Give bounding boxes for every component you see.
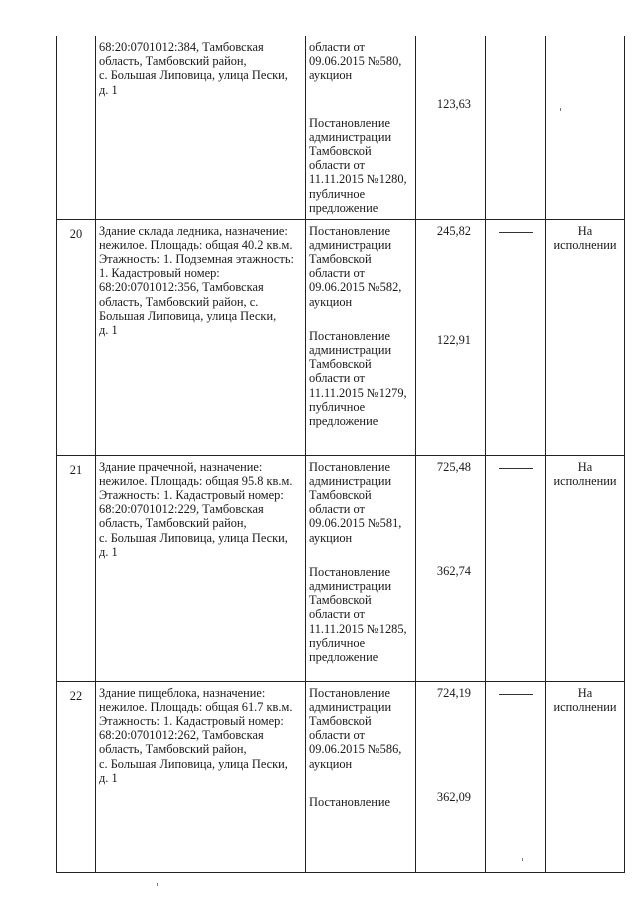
decree-line: 09.06.2015 №580,	[309, 54, 402, 69]
description-line: нежилое. Площадь: общая 40.2 кв.м.	[99, 237, 293, 252]
decree-line: Тамбовской	[309, 357, 372, 372]
initial-price: 725,48	[436, 459, 471, 474]
row-number: 22	[57, 681, 96, 872]
decree-line: Постановление	[309, 115, 390, 130]
property-description	[96, 219, 306, 455]
scan-speck	[522, 858, 523, 861]
decree-line: администрации	[309, 237, 392, 252]
decree-line: предложение	[309, 200, 379, 215]
decree-references	[306, 219, 416, 455]
description-line: область, Тамбовский район, с.	[99, 294, 259, 309]
decree-line: предложение	[309, 649, 379, 664]
status-line: На	[577, 685, 593, 700]
status-cell	[546, 455, 625, 681]
decree-line: Тамбовской	[309, 593, 372, 608]
dash-mark	[499, 694, 533, 695]
decree-line: аукцион	[309, 68, 353, 83]
reduced-price: 362,74	[436, 563, 471, 578]
decree-line: области от	[309, 266, 365, 281]
description-line: Этажность: 1. Подземная этажность:	[99, 251, 294, 266]
status-cell	[546, 681, 625, 872]
description-line: Здание прачечной, назначение:	[99, 459, 263, 474]
table-body	[57, 36, 625, 872]
decree-line: публичное	[309, 186, 366, 201]
price-cell	[416, 36, 486, 219]
decree-line: 09.06.2015 №582,	[309, 280, 402, 295]
property-description	[96, 36, 306, 219]
decree-line: Постановление	[309, 685, 390, 700]
decree-line: области от	[309, 502, 365, 517]
scan-speck	[560, 108, 561, 111]
decree-line: администрации	[309, 129, 392, 144]
decree-line: области от	[309, 728, 365, 743]
row-number	[57, 36, 96, 219]
price-gap	[416, 474, 471, 564]
decree-line: публичное	[309, 635, 366, 650]
reduced-price: 123,63	[436, 97, 471, 111]
description-line: Здание склада ледника, назначение:	[99, 223, 288, 238]
decree-gap	[309, 545, 413, 565]
description-line: Здание пищеблока, назначение:	[99, 685, 266, 700]
decree-line: области от	[309, 607, 365, 622]
decree-line: аукцион	[309, 294, 353, 309]
decree-line: области от	[309, 158, 365, 173]
decree-gap	[309, 309, 413, 329]
description-line: область, Тамбовский район,	[99, 516, 247, 531]
price-gap	[416, 40, 471, 97]
decree-line: области от	[309, 40, 365, 54]
status-line: исполнении	[553, 237, 617, 252]
decree-line: администрации	[309, 578, 392, 593]
description-line: 68:20:0701012:384, Тамбовская	[99, 40, 264, 54]
decree-line: 09.06.2015 №586,	[309, 742, 402, 757]
decree-line: Постановление	[309, 794, 390, 809]
status-line: исполнении	[553, 473, 617, 488]
description-line: нежилое. Площадь: общая 95.8 кв.м.	[99, 473, 293, 488]
row-number: 20	[57, 219, 96, 455]
description-line: д. 1	[99, 82, 118, 97]
status-cell	[546, 219, 625, 455]
decree-line: 11.11.2015 №1280,	[309, 172, 407, 187]
description-line: Этажность: 1. Кадастровый номер:	[99, 713, 284, 728]
dash-cell	[486, 36, 546, 219]
price-cell	[416, 455, 486, 681]
decree-line: 11.11.2015 №1279,	[309, 385, 407, 400]
dash-cell	[486, 681, 546, 872]
property-description	[96, 681, 306, 872]
price-gap	[416, 238, 471, 333]
decree-references	[306, 36, 416, 219]
decree-line: Постановление	[309, 328, 390, 343]
decree-line: аукцион	[309, 756, 353, 771]
status-line: На	[577, 459, 593, 474]
description-line: нежилое. Площадь: общая 61.7 кв.м.	[99, 699, 293, 714]
dash-mark	[499, 468, 533, 469]
decree-line: Постановление	[309, 223, 390, 238]
dash-mark	[499, 232, 533, 233]
decree-line: Тамбовской	[309, 487, 372, 502]
status-cell	[546, 36, 625, 219]
description-line: д. 1	[99, 322, 118, 337]
description-line: 1. Кадастровый номер:	[99, 266, 220, 281]
decree-line: 11.11.2015 №1285,	[309, 621, 407, 636]
decree-line: Тамбовской	[309, 713, 372, 728]
decree-line: Тамбовской	[309, 251, 372, 266]
description-line: область, Тамбовский район,	[99, 54, 247, 69]
description-line: Большая Липовица, улица Пески,	[99, 308, 277, 323]
reduced-price: 122,91	[436, 332, 471, 347]
decree-references	[306, 455, 416, 681]
decree-line: администрации	[309, 473, 392, 488]
decree-line: Постановление	[309, 564, 390, 579]
price-cell	[416, 681, 486, 872]
decree-line: аукцион	[309, 530, 353, 545]
decree-line: 09.06.2015 №581,	[309, 516, 402, 531]
decree-line: предложение	[309, 413, 379, 428]
description-line: Этажность: 1. Кадастровый номер:	[99, 487, 284, 502]
row-number: 21	[57, 455, 96, 681]
property-description	[96, 455, 306, 681]
initial-price: 245,82	[436, 223, 471, 238]
price-cell	[416, 219, 486, 455]
table-row	[57, 455, 625, 681]
description-line: с. Большая Липовица, улица Пески,	[99, 530, 288, 545]
property-table	[56, 36, 625, 873]
dash-cell	[486, 455, 546, 681]
decree-gap	[309, 83, 413, 116]
description-line: область, Тамбовский район,	[99, 742, 247, 757]
decree-line: Постановление	[309, 459, 390, 474]
decree-line: администрации	[309, 342, 392, 357]
decree-line: публичное	[309, 399, 366, 414]
table-row	[57, 36, 625, 219]
description-line: 68:20:0701012:229, Тамбовская	[99, 502, 264, 517]
decree-gap	[309, 771, 413, 795]
reduced-price: 362,09	[436, 789, 471, 804]
table-row	[57, 681, 625, 872]
decree-line: Тамбовской	[309, 144, 372, 159]
description-line: 68:20:0701012:262, Тамбовская	[99, 728, 264, 743]
scan-speck	[157, 883, 158, 886]
status-line: На	[577, 223, 593, 238]
table-row	[57, 219, 625, 455]
initial-price: 724,19	[436, 685, 471, 700]
decree-line: администрации	[309, 699, 392, 714]
price-gap	[416, 700, 471, 790]
description-line: с. Большая Липовица, улица Пески,	[99, 756, 288, 771]
description-line: 68:20:0701012:356, Тамбовская	[99, 280, 264, 295]
status-line: исполнении	[553, 699, 617, 714]
decree-line: области от	[309, 371, 365, 386]
description-line: д. 1	[99, 544, 118, 559]
description-line: с. Большая Липовица, улица Пески,	[99, 68, 288, 83]
description-line: д. 1	[99, 770, 118, 785]
decree-references	[306, 681, 416, 872]
dash-cell	[486, 219, 546, 455]
